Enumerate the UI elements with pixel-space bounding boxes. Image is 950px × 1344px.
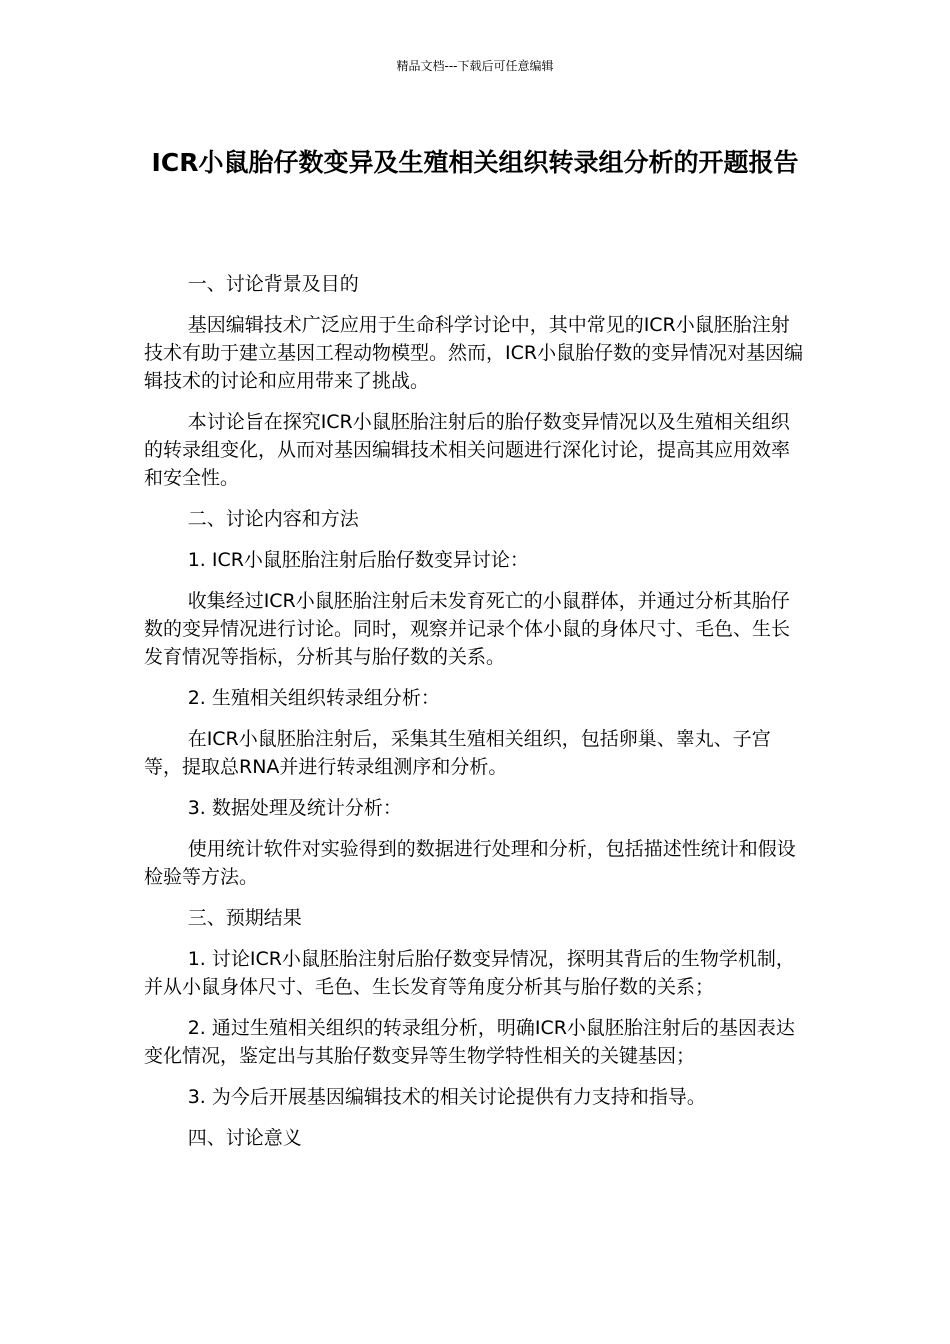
list-item: 2. 通过生殖相关组织的转录组分析，明确ICR小鼠胚胎注射后的基因表达变化情况，鉴定出与其胎仔数变异等生物学特性相关的关键基因； (144, 1017, 795, 1067)
section-heading-methods: 二、讨论内容和方法 (187, 508, 359, 530)
document-body (144, 270, 808, 1165)
document-title: ICR小鼠胎仔数变异及生殖相关组织转录组分析的开题报告 (151, 148, 799, 177)
section-heading-significance: 四、讨论意义 (187, 1127, 302, 1149)
paragraph: 使用统计软件对实验得到的数据进行处理和分析，包括描述性统计和假设检验等方法。 (144, 838, 796, 888)
section-heading-expected-results: 三、预期结果 (187, 907, 302, 929)
list-item: 1. 讨论ICR小鼠胚胎注射后胎仔数变异情况，探明其背后的生物学机制，并从小鼠身体尺寸、毛色、生长发育等角度分析其与胎仔数的关系； (144, 948, 795, 998)
subsection-heading: 3. 数据处理及统计分析： (187, 797, 402, 819)
subsection-heading: 2. 生殖相关组织转录组分析： (187, 687, 440, 709)
page-header: 精品文档---下载后可任意编辑 (396, 59, 554, 73)
paragraph: 本讨论旨在探究ICR小鼠胚胎注射后的胎仔数变异情况以及生殖相关组织的转录组变化，从而对基因编辑技术相关问题进行深化讨论，提高其应用效率和安全性。 (144, 411, 791, 489)
paragraph: 基因编辑技术广泛应用于生命科学讨论中，其中常见的ICR小鼠胚胎注射技术有助于建立基因工程动物模型。然而，ICR小鼠胎仔数的变异情况对基因编辑技术的讨论和应用带来了挑战。 (144, 314, 804, 392)
section-heading-background: 一、讨论背景及目的 (187, 273, 359, 295)
subsection-heading: 1. ICR小鼠胚胎注射后胎仔数变异讨论： (187, 549, 529, 571)
paragraph: 在ICR小鼠胚胎注射后，采集其生殖相关组织，包括卵巢、睾丸、子宫等，提取总RNA并进行转录组测序和分析。 (144, 728, 771, 778)
paragraph: 收集经过ICR小鼠胚胎注射后未发育死亡的小鼠群体，并通过分析其胎仔数的变异情况进行讨论。同时，观察并记录个体小鼠的身体尺寸、毛色、生长发育情况等指标，分析其与胎仔数的关系。 (144, 590, 791, 668)
list-item: 3. 为今后开展基因编辑技术的相关讨论提供有力支持和指导。 (187, 1086, 706, 1108)
